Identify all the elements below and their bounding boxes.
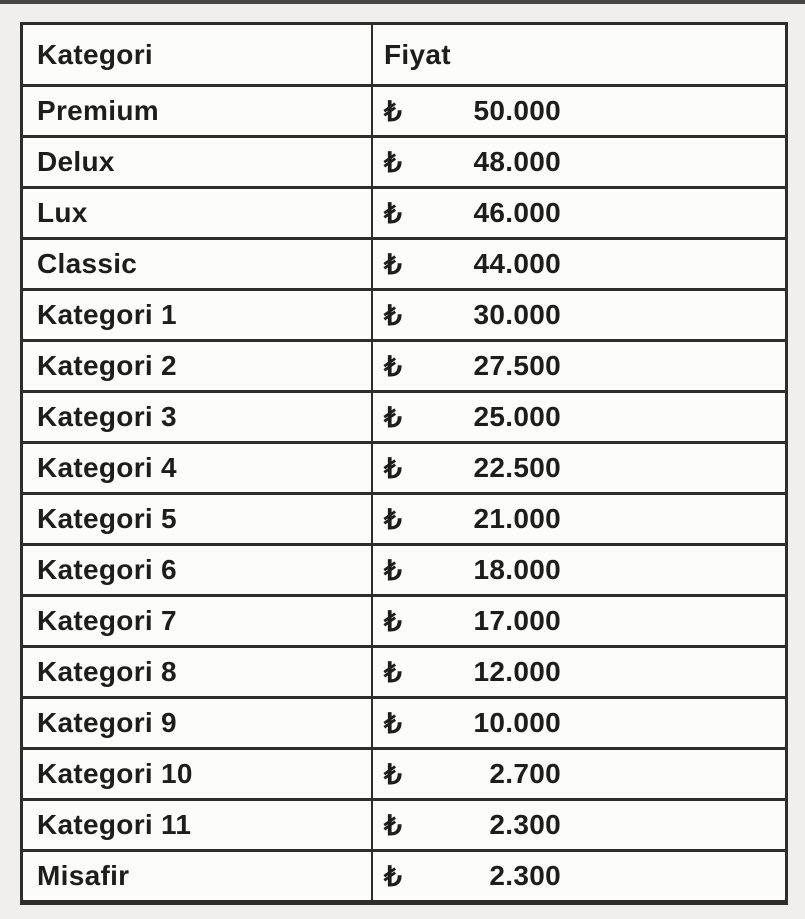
lira-currency-symbol: ₺ [384, 554, 403, 586]
category-cell: Kategori 7 [23, 597, 373, 645]
price-value: 25.000 [473, 401, 561, 432]
lira-currency-symbol: ₺ [384, 503, 403, 535]
price-value: 22.500 [473, 452, 561, 483]
price-cell [373, 240, 785, 288]
category-cell: Kategori 9 [23, 699, 373, 747]
lira-currency-symbol: ₺ [384, 350, 403, 382]
price-cell [373, 699, 785, 747]
price-cell [373, 648, 785, 696]
price-value: 27.500 [473, 350, 561, 381]
price-cell [373, 87, 785, 135]
table-row [23, 393, 785, 444]
price-cell [373, 138, 785, 186]
table-row [23, 87, 785, 138]
table-row [23, 546, 785, 597]
category-cell: Kategori 5 [23, 495, 373, 543]
category-cell: Kategori 2 [23, 342, 373, 390]
price-cell [373, 444, 785, 492]
header-kategori: Kategori [23, 25, 373, 84]
table-row [23, 801, 785, 852]
table-row [23, 189, 785, 240]
price-cell [373, 291, 785, 339]
category-cell: Kategori 4 [23, 444, 373, 492]
category-cell: Kategori 1 [23, 291, 373, 339]
table-row [23, 342, 785, 393]
price-value: 17.000 [473, 605, 561, 636]
price-value: 50.000 [473, 95, 561, 126]
price-table [20, 22, 788, 905]
category-cell: Kategori 8 [23, 648, 373, 696]
price-value: 30.000 [473, 299, 561, 330]
price-value: 10.000 [473, 707, 561, 738]
price-value: 18.000 [473, 554, 561, 585]
price-cell [373, 393, 785, 441]
price-cell [373, 189, 785, 237]
price-cell [373, 495, 785, 543]
lira-currency-symbol: ₺ [384, 197, 403, 229]
price-value: 46.000 [473, 197, 561, 228]
price-cell [373, 852, 785, 900]
price-value: 12.000 [473, 656, 561, 687]
lira-currency-symbol: ₺ [384, 860, 403, 892]
price-value: 21.000 [473, 503, 561, 534]
table-row [23, 495, 785, 546]
table-row [23, 240, 785, 291]
category-cell: Classic [23, 240, 373, 288]
lira-currency-symbol: ₺ [384, 401, 403, 433]
price-cell [373, 342, 785, 390]
category-cell: Kategori 10 [23, 750, 373, 798]
lira-currency-symbol: ₺ [384, 248, 403, 280]
table-row [23, 291, 785, 342]
category-cell: Kategori 3 [23, 393, 373, 441]
lira-currency-symbol: ₺ [384, 146, 403, 178]
lira-currency-symbol: ₺ [384, 809, 403, 841]
table-body [23, 87, 785, 900]
lira-currency-symbol: ₺ [384, 707, 403, 739]
price-value: 2.300 [489, 860, 561, 891]
price-cell [373, 801, 785, 849]
category-cell: Misafir [23, 852, 373, 900]
table-header-row [23, 25, 785, 87]
table-row [23, 852, 785, 900]
lira-currency-symbol: ₺ [384, 299, 403, 331]
table-row [23, 648, 785, 699]
category-cell: Delux [23, 138, 373, 186]
price-cell [373, 546, 785, 594]
category-cell: Kategori 11 [23, 801, 373, 849]
price-value: 44.000 [473, 248, 561, 279]
price-cell [373, 597, 785, 645]
table-row [23, 597, 785, 648]
lira-currency-symbol: ₺ [384, 452, 403, 484]
price-value: 2.700 [489, 758, 561, 789]
table-row [23, 444, 785, 495]
lira-currency-symbol: ₺ [384, 758, 403, 790]
lira-currency-symbol: ₺ [384, 656, 403, 688]
table-row [23, 138, 785, 189]
price-value: 2.300 [489, 809, 561, 840]
price-cell [373, 750, 785, 798]
lira-currency-symbol: ₺ [384, 95, 403, 127]
table-row [23, 750, 785, 801]
top-edge-strip [0, 0, 805, 4]
price-value: 48.000 [473, 146, 561, 177]
lira-currency-symbol: ₺ [384, 605, 403, 637]
category-cell: Premium [23, 87, 373, 135]
category-cell: Kategori 6 [23, 546, 373, 594]
table-row [23, 699, 785, 750]
header-fiyat: Fiyat [384, 38, 451, 70]
category-cell: Lux [23, 189, 373, 237]
